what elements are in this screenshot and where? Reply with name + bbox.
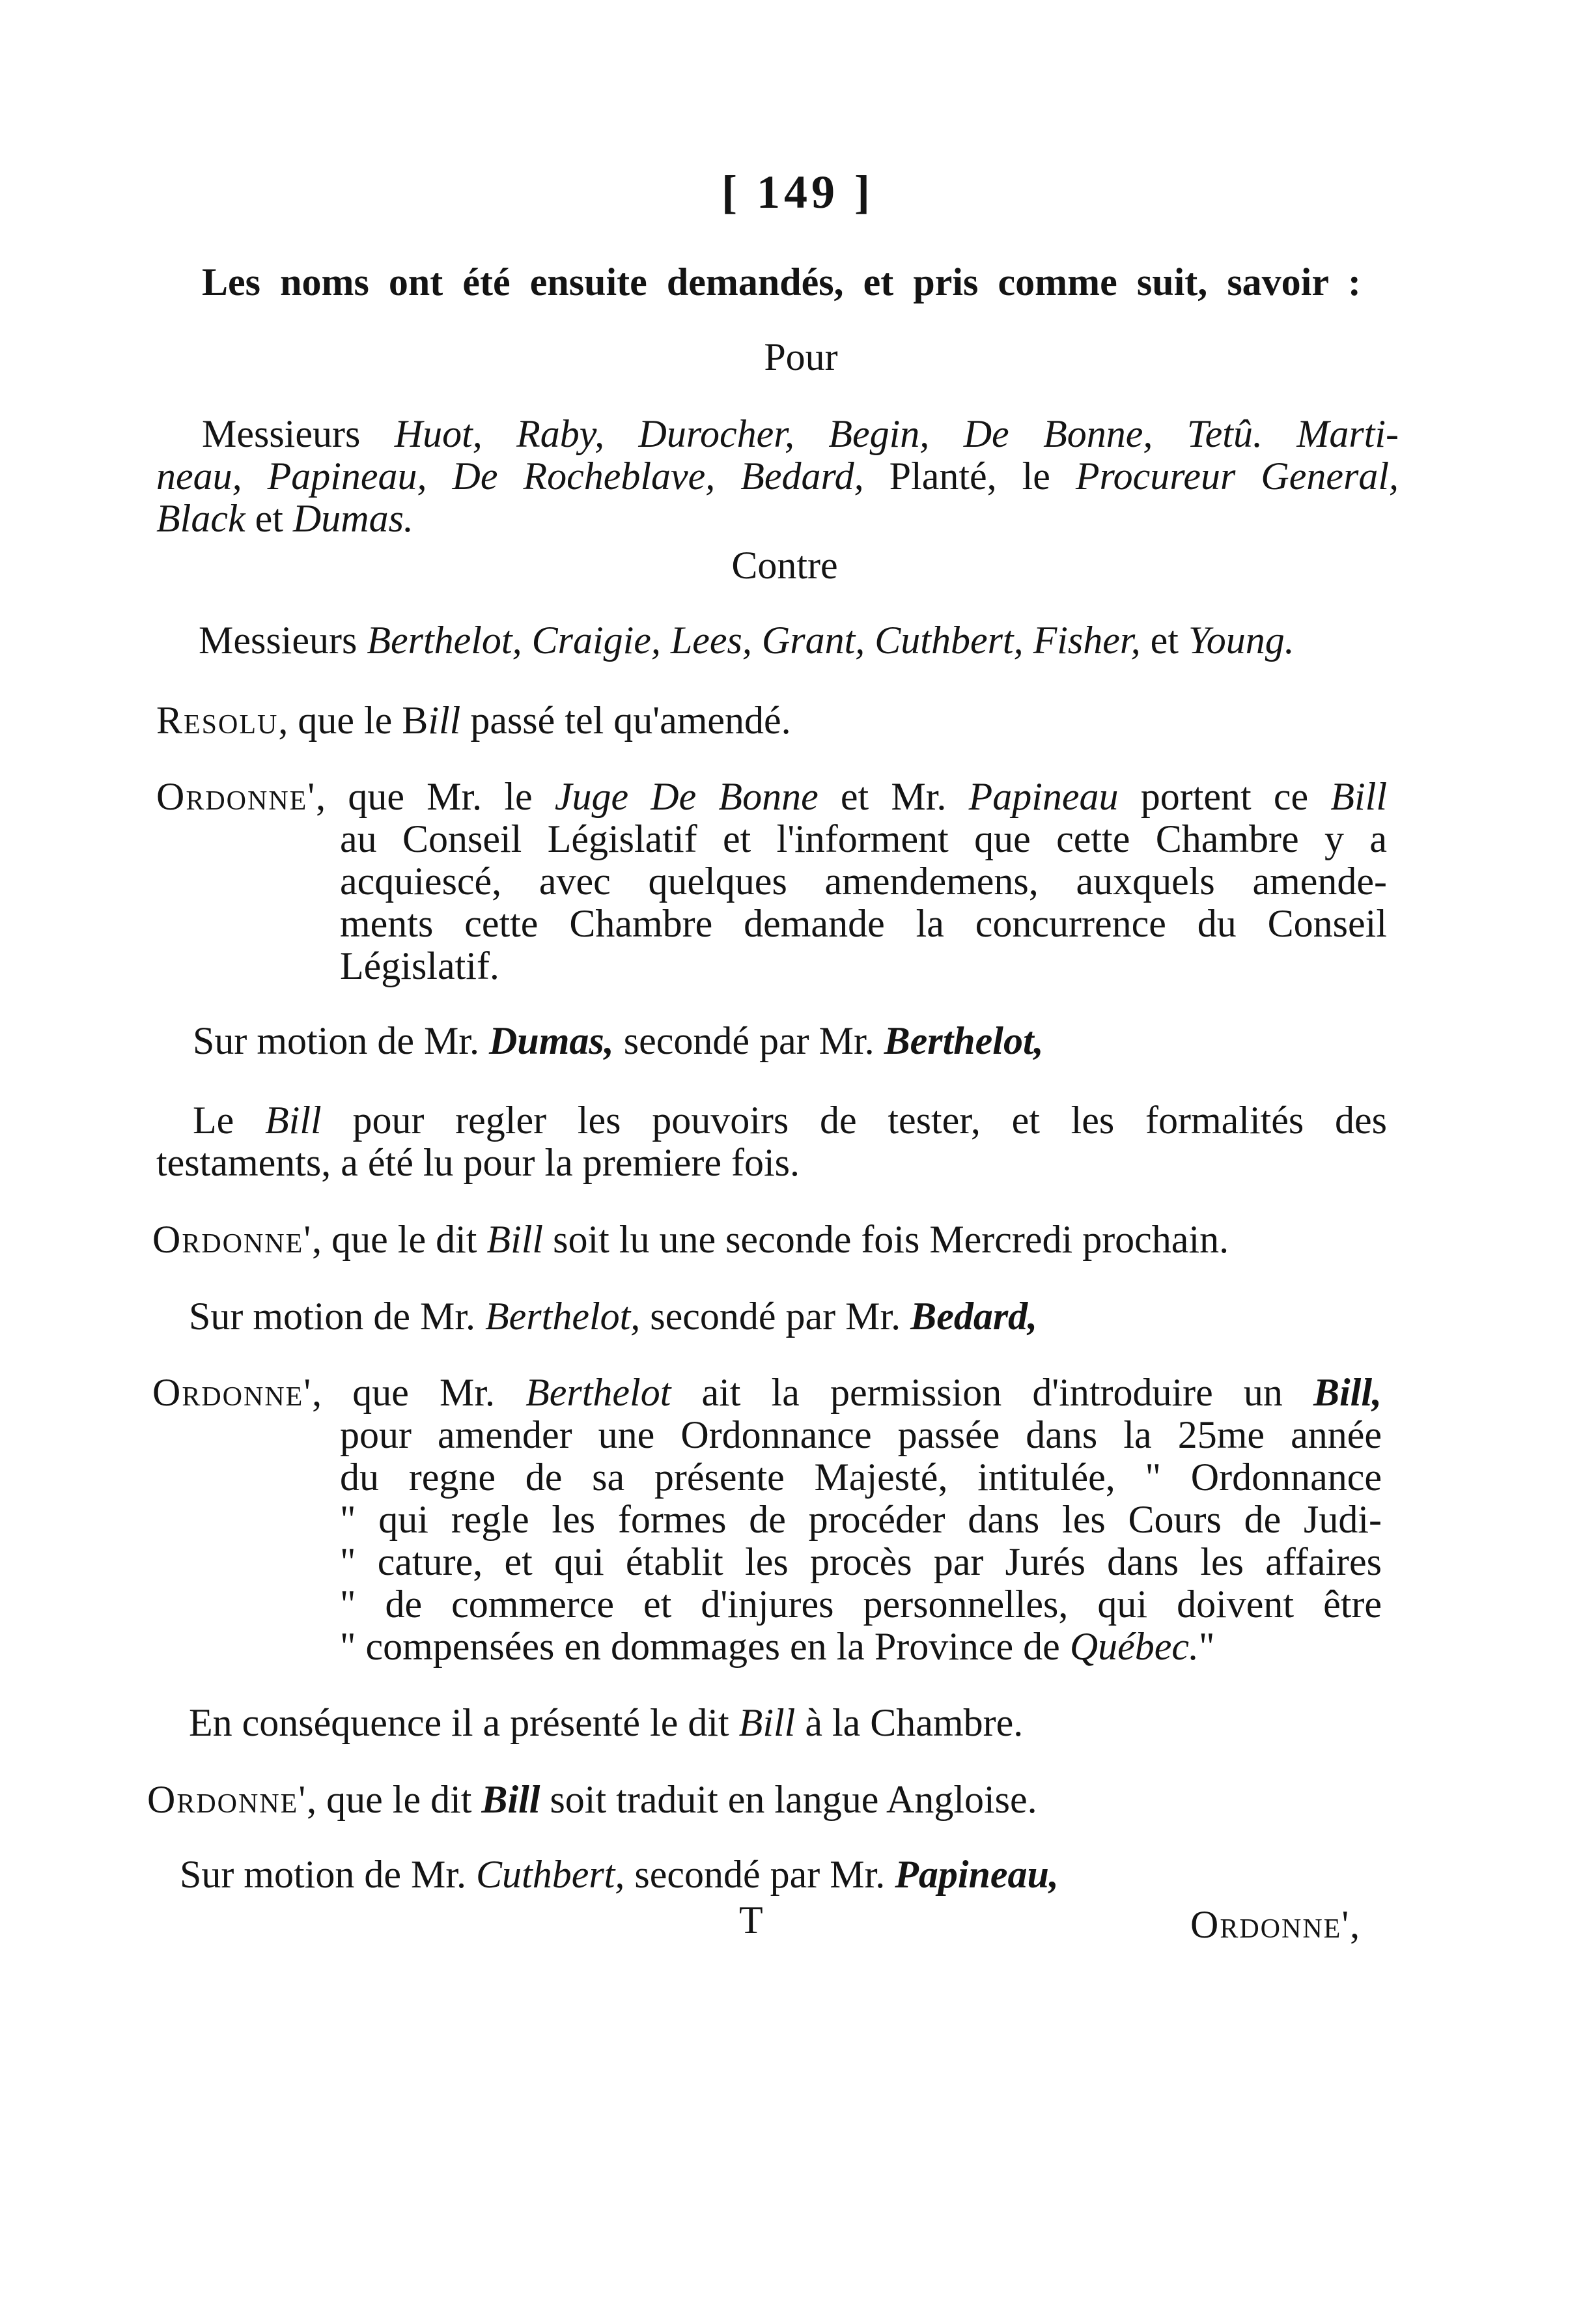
text-line: Resolu, que le Bill passé tel qu'amendé. <box>156 699 791 742</box>
text-line: pour amender une Ordonnance passée dans la 25me année <box>340 1413 1382 1456</box>
catchword: Ordonne', <box>1190 1903 1362 1946</box>
text-line: Black et Dumas. <box>156 497 413 540</box>
text-line: testaments, a été lu pour la premiere fois. <box>156 1141 800 1184</box>
text-line: " de commerce et d'injures personnelles, qui doivent être <box>340 1583 1382 1626</box>
text-line: Ordonne', que Mr. Berthelot ait la permission d'introduire un Bill, <box>152 1371 1382 1414</box>
text-line: Sur motion de Mr. Berthelot, secondé par Mr. Bedard, <box>189 1295 1038 1338</box>
text-line: Ordonne', que le dit Bill soit lu une seconde fois Mercredi prochain. <box>152 1218 1229 1261</box>
text-line: Législatif. <box>340 944 499 987</box>
text-line: Sur motion de Mr. Dumas, secondé par Mr. Berthelot, <box>193 1019 1044 1062</box>
text-line: au Conseil Législatif et l'informent que cette Chambre y a <box>340 817 1387 860</box>
text-line: Messieurs Berthelot, Craigie, Lees, Grant, Cuthbert, Fisher, et Young. <box>199 619 1295 662</box>
heading-contre: Contre <box>731 544 838 587</box>
text-line: Ordonne', que le dit Bill soit traduit en langue Angloise. <box>147 1778 1037 1821</box>
text-line: ments cette Chambre demande la concurrence du Conseil <box>340 902 1387 945</box>
text-line: Messieurs Huot, Raby, Durocher, Begin, De Bonne, Tetû. Marti- <box>202 412 1399 455</box>
page-number: [ 149 ] <box>721 166 874 218</box>
text-line: " compensées en dommages en la Province de Québec." <box>340 1625 1215 1668</box>
text-line: neau, Papineau, De Rocheblave, Bedard, Planté, le Procureur General, <box>156 455 1399 498</box>
heading-pour: Pour <box>764 335 838 378</box>
text-line: Les noms ont été ensuite demandés, et pris comme suit, savoir : <box>202 261 1361 303</box>
text-line: acquiescé, avec quelques amendemens, auxquels amende- <box>340 860 1387 903</box>
text-line: du regne de sa présente Majesté, intitulée, " Ordonnance <box>340 1456 1382 1499</box>
text-line: " cature, et qui établit les procès par Jurés dans les affaires <box>340 1540 1382 1583</box>
text-line: En conséquence il a présenté le dit Bill à la Chambre. <box>189 1701 1024 1744</box>
text-line: " qui regle les formes de procéder dans les Cours de Judi- <box>340 1498 1382 1541</box>
text-line: Le Bill pour regler les pouvoirs de tester, et les formalités des <box>193 1099 1387 1142</box>
text-line: Sur motion de Mr. Cuthbert, secondé par Mr. Papineau, <box>180 1853 1059 1896</box>
signature-mark: T <box>739 1898 763 1941</box>
text-line: Ordonne', que Mr. le Juge De Bonne et Mr. Papineau portent ce Bill <box>156 775 1387 818</box>
